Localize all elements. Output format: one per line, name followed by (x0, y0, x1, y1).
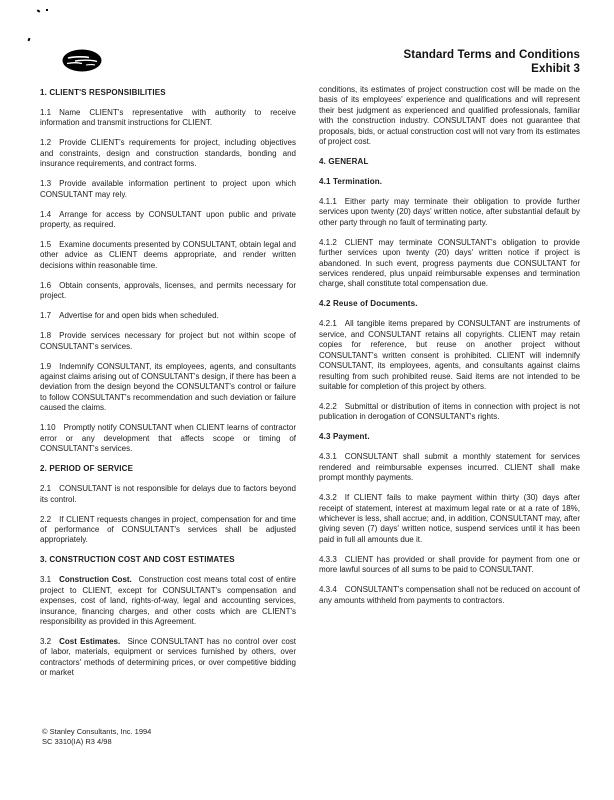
scan-artifact (46, 9, 48, 11)
paragraph: 1.5 Examine documents presented by CONSULTANT, obtain legal and other advice as CLIENT deems appropriate, and render written decisions within reasonable time. (40, 240, 296, 270)
paragraph: 1.2 Provide CLIENT's requirements for project, including objectives and constraints, design and construction standards, bonding and insurance requirements, and contract forms. (40, 138, 296, 169)
paragraph: 2.1 CONSULTANT is not responsible for delays due to factors beyond its control. (40, 484, 296, 504)
copyright-line: © Stanley Consultants, Inc. 1994 (42, 727, 152, 736)
paragraph-number: 4.3.4 (319, 585, 345, 595)
paragraph-number: 1.5 (40, 240, 60, 250)
paragraph-number: 1.8 (40, 331, 60, 341)
paragraph-number: 4.2.2 (319, 401, 345, 411)
paragraph: 4.1.2 CLIENT may terminate CONSULTANT's obligation to provide further services upon twenty (20) days' written notice if project is abandoned. In such event, progress payments due CONSULTANT for services rendered, plus unpaid reimbursable expenses and termination charge, shall constitute total compensation due. (319, 237, 580, 289)
paragraph-number: 1.6 (40, 280, 60, 290)
paragraph-number: 1.1 (40, 108, 60, 117)
paragraph: 1.1 Name CLIENT's representative with authority to receive information and transmit instructions for CLIENT. (40, 108, 296, 128)
paragraph: 2.2 If CLIENT requests changes in project, compensation for and time of performance of CONSULTANT's services shall be adjusted appropriately. (40, 514, 296, 545)
run-in-heading: Construction Cost. (59, 575, 139, 585)
paragraph-number: 3.1 (40, 575, 60, 585)
document-title-line2: Exhibit 3 (531, 62, 580, 75)
paragraph-number: 4.1.2 (319, 237, 345, 247)
paragraph: 3.2 Cost Estimates. Since CONSULTANT has no control over cost of labor, materials, equipment or services furnished by others, over contractors' methods of determining prices, or over competitive bidding or market (40, 636, 296, 678)
paragraph: 4.3.3 CLIENT has provided or shall provide for payment from one or more lawful sources of all sums to be paid to CONSULTANT. (319, 554, 580, 575)
section-heading: 2. PERIOD OF SERVICE (40, 464, 134, 474)
paragraph-number: 1.9 (40, 361, 60, 371)
scan-artifact (37, 9, 41, 12)
paragraph: 3.1 Construction Cost. Construction cost means total cost of entire project to CLIENT, except for CONSULTANT's compensation and expenses, cost of land, rights-of-way, legal and accounting services, insurance, financing charges, and other costs which are CLIENT's responsibility as provided in this Agreement. (40, 575, 296, 626)
paragraph-number: 4.1.1 (319, 197, 345, 207)
paragraph-number: 1.2 (40, 138, 60, 148)
paragraph: 4.3.1 CONSULTANT shall submit a monthly statement for services rendered and reimbursable expenses incurred. CLIENT shall make prompt monthly payments. (319, 452, 580, 483)
section-heading: 4.1 Termination. (319, 177, 383, 187)
paragraph-number: 4.2.1 (319, 319, 345, 329)
form-number-line: SC 3310(IA) R3 4/98 (42, 737, 112, 746)
scan-artifact (28, 38, 31, 42)
document-title (404, 49, 580, 76)
paragraph-number: 4.3.1 (319, 452, 345, 462)
paragraph-number: 2.2 (40, 514, 60, 524)
paragraph-number: 2.1 (40, 484, 60, 494)
run-in-heading: Cost Estimates. (59, 636, 128, 646)
paragraph: 1.4 Arrange for access by CONSULTANT upon public and private property, as required. (40, 209, 296, 230)
paragraph: 1.7 Advertise for and open bids when scheduled. (40, 311, 219, 321)
page-footer (42, 727, 151, 747)
section-heading: 4.2 Reuse of Documents. (319, 299, 418, 309)
paragraph: 1.9 Indemnify CONSULTANT, its employees, agents, and consultants against claims arising out of CONSULTANT's design, if there has been a deviation from the design beyond the CONSULTANT's control or failure to follow CONSULTANT's recommendation and such deviation or failure caused the claims. (40, 361, 297, 413)
section-heading: 4. GENERAL (319, 157, 369, 167)
paragraph: 4.2.2 Submittal or distribution of items in connection with project is not publication in derogation of CONSULTANT's rights. (319, 401, 580, 422)
document-title-line1: Standard Terms and Conditions (403, 49, 580, 61)
paragraph: 1.3 Provide available information pertinent to project upon which CONSULTANT may rely. (40, 179, 296, 199)
paragraph: 4.3.2 If CLIENT fails to make payment within thirty (30) days after receipt of statement, interest at maximum legal rate or at a rate of 18%, whichever is less, shall accrue; and, in addition, CONSULTANT may, after giving seven (7) days' written notice, suspend services until it has been paid in full all amounts due it. (319, 493, 580, 544)
section-heading: 4.3 Payment. (319, 432, 370, 442)
stanley-consultants-logo (62, 49, 102, 72)
paragraph-number: 1.10 (40, 423, 64, 433)
paragraph: 4.3.4 CONSULTANT's compensation shall not be reduced on account of any amounts withheld from payments to contractors. (319, 585, 580, 605)
paragraph-number: 4.3.2 (319, 493, 345, 503)
paragraph: 4.1.1 Either party may terminate their obligation to provide further services upon twenty (20) days' written notice, after substantial default by other party through no fault of terminating party. (319, 197, 580, 227)
paragraph: 1.6 Obtain consents, approvals, licenses, and permits necessary for project. (40, 280, 296, 301)
paragraph: 4.2.1 All tangible items prepared by CONSULTANT are instruments of service, and CONSULTANT retains all copyrights. CLIENT may retain copies for reference, but reuse on another project without CONSULTANT's written consent is prohibited. CLIENT will indemnify CONSULTANT, its employees, agents, and consultants against claims resulting from such prohibited reuse. Said items are not intended to be suitable for completion of this project by others. (319, 319, 580, 391)
paragraph: 1.10 Promptly notify CONSULTANT when CLIENT learns of contractor error or any development that affects scope or timing of CONSULTANT's services. (40, 423, 296, 454)
paragraph: conditions, its estimates of project construction cost will be made on the basis of its employees' experience and qualifications and will represent their best judgment as experienced and qualified professionals, familiar with the construction industry. CONSULTANT does not guarantee that proposals, bids, or actual construction cost will not vary from its estimates of project cost. (319, 85, 580, 147)
paragraph-number: 1.3 (40, 179, 60, 189)
paragraph-number: 1.7 (40, 311, 60, 321)
paragraph-number: 1.4 (40, 209, 60, 219)
right-column (319, 85, 580, 616)
paragraph-number: 3.2 (40, 636, 60, 646)
left-column (40, 88, 296, 688)
paragraph-number: 4.3.3 (319, 554, 345, 564)
paragraph: 1.8 Provide services necessary for project but not within scope of CONSULTANT's services. (40, 331, 296, 351)
section-heading: 3. CONSTRUCTION COST AND COST ESTIMATES (40, 555, 235, 565)
section-heading: 1. CLIENT'S RESPONSIBILITIES (40, 88, 166, 97)
